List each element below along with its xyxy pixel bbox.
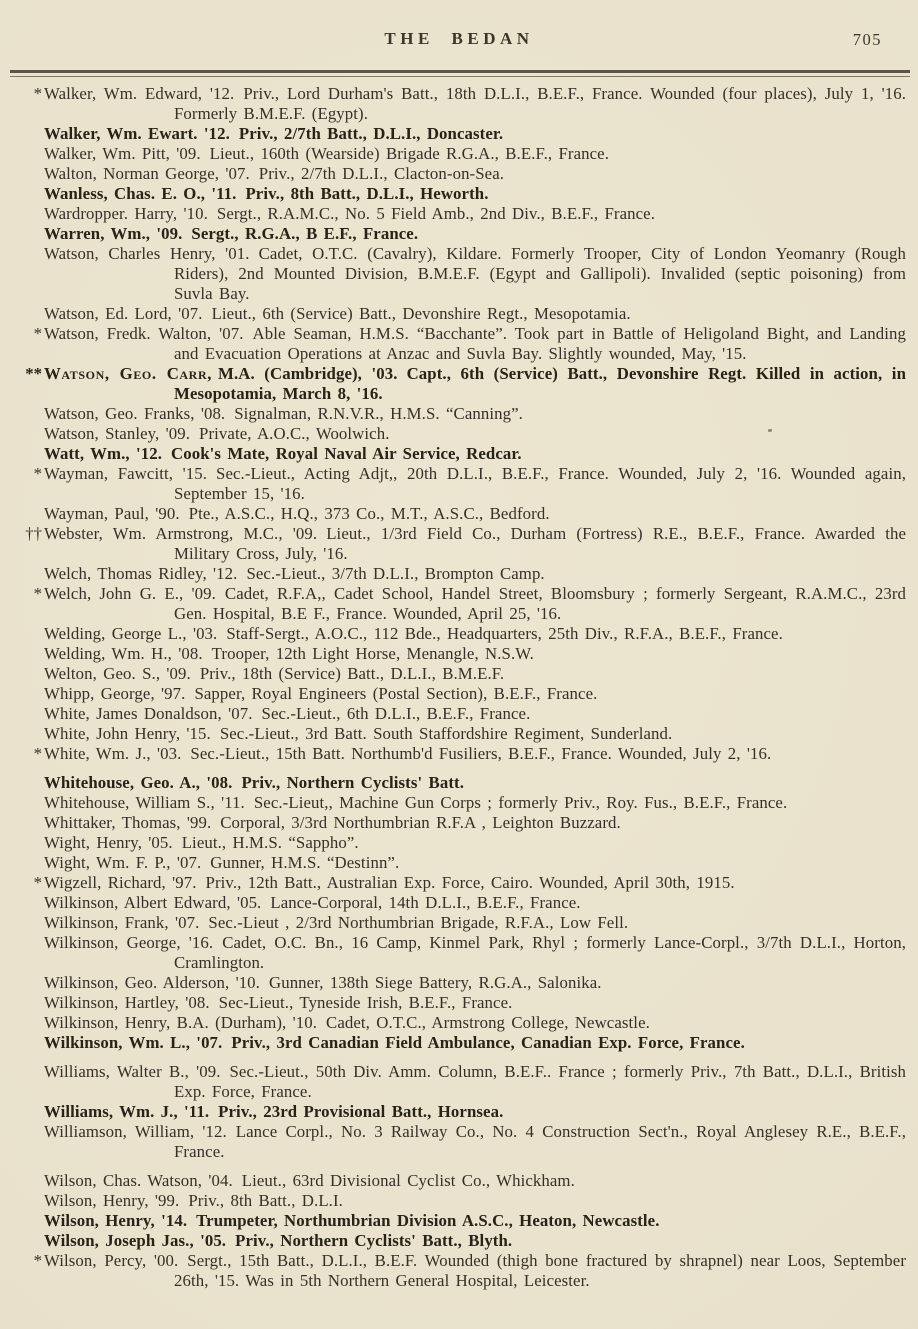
entry-detail: Cadet, O.T.C. (Cavalry), Kildare. Formerly Trooper, City of London Yeomanry (Rough Riders), 2nd Mounted Division, B.M.E.F. (Egypt and Gallipoli). Invalided (septic poisoning) from Suvla Bay. [174,244,906,303]
entry-row [44,1231,906,1251]
entry-row [44,144,906,164]
entry-detail: Sec.-Lieut., 15th Batt. Northumb'd Fusiliers, B.E.F., France. Wounded, July 2, '16. [190,744,772,763]
entry-name: Webster, Wm. Armstrong, M.C., '09. [44,524,318,543]
entry-row [44,404,906,424]
entry-name: Wilson, Henry, '99. [44,1191,180,1210]
entry-detail: Cadet, O.C. Bn., 16 Camp, Kinmel Park, Rhyl ; formerly Lance-Corpl., 3/7th D.L.I., Horton, Cramlington. [174,933,906,972]
entry-name: Wilkinson, Henry, B.A. (Durham), '10. [44,1013,318,1032]
entry-detail: Sergt., R.A.M.C., No. 5 Field Amb., 2nd Div., B.E.F., France. [216,204,656,223]
entry-row [33,324,907,364]
entry-name: Watson, Ed. Lord, '07. [44,304,203,323]
entry-name: Watson, Geo. Carr, [44,364,213,383]
entry-row [44,933,906,973]
entry-name: Whittaker, Thomas, '99. [44,813,212,832]
entry-marker: * [33,873,42,892]
entry-name: Wayman, Paul, '90. [44,504,180,523]
entry-detail: Lieut., 63rd Divisional Cyclist Co., Whickham. [241,1171,575,1190]
entry-name: Williamson, William, '12. [44,1122,227,1141]
entry-marker: * [33,744,42,763]
entry-row [44,993,906,1013]
entry-detail: Sec.-Lieut., 3/7th D.L.I., Brompton Camp. [246,564,545,583]
entry-name: Welch, Thomas Ridley, '12. [44,564,238,583]
entry-row [33,744,906,764]
entry-row [44,1211,906,1231]
entry-row [44,204,906,224]
entry-detail: Priv., 23rd Provisional Batt., Hornsea. [218,1102,504,1121]
entries-list [0,84,918,1291]
entry-detail: Sec-Lieut., Tyneside Irish, B.E.F., France. [218,993,513,1012]
entry-row [44,424,906,444]
entry-detail: Lance-Corporal, 14th D.L.I., B.E.F., France. [270,893,581,912]
page-number: 705 [852,30,882,49]
entry-detail: Priv., 18th (Service) Batt., D.L.I., B.M.E.F. [199,664,505,683]
entry-name: Wilson, Chas. Watson, '04. [44,1171,233,1190]
entry-row [44,684,906,704]
entry-row [44,773,906,793]
entry-row [44,1171,906,1191]
entry-detail: Priv., 2/7th D.L.I., Clacton-on-Sea. [258,164,505,183]
entry-name: Wilson, Henry, '14. [44,1211,188,1230]
entry-name: Welding, Wm. H., '08. [44,644,203,663]
entry-detail: Staff-Sergt., A.O.C., 112 Bde., Headquarters, 25th Div., R.F.A., B.E.F., France. [226,624,783,643]
entry-name: Wight, Henry, '05. [44,833,173,852]
entry-row [44,164,906,184]
entry-row [44,444,906,464]
entry-marker: ** [25,364,42,383]
entry-row [44,973,906,993]
entry-row [44,624,906,644]
entry-row [44,893,906,913]
entry-detail: Sec.-Lieut., 50th Div. Amm. Column, B.E.F.. France ; formerly Priv., 7th Batt., D.L.I., British Exp. Force, France. [174,1062,907,1101]
entry-row [33,584,907,624]
entry-marker: †† [25,524,42,543]
entry-row [44,1102,906,1122]
entry-name: Wilson, Percy, '00. [44,1251,179,1270]
entry-row [44,1122,906,1162]
entry-name: Williams, Walter B., '09. [44,1062,221,1081]
entry-detail: Able Seaman, H.M.S. “Bacchante”. Took part in Battle of Heligoland Bight, and Landing and Evacuation Operations at Anzac and Suvla Bay. Slightly wounded, May, '15. [174,324,907,363]
entry-detail: Sec.-Lieut , 2/3rd Northumbrian Brigade, R.F.A., Low Fell. [208,913,629,932]
entry-detail: Capt., 6th (Service) Batt., Devonshire Regt. Killed in action, in Mesopotamia, March 8, '16. [174,364,906,403]
entry-row [33,464,906,504]
entry-row [33,1251,907,1291]
entry-name: Walker, Wm. Ewart. '12. [44,124,230,143]
entry-name: Wight, Wm. F. P., '07. [44,853,202,872]
entry-row [44,853,906,873]
entry-detail: Private, A.O.C., Woolwich. [199,424,390,443]
entry-row [44,244,906,304]
entry-detail: Lieut., 1/3rd Field Co., Durham (Fortress) R.E., B.E.F., France. Awarded the Military Cross, July, '16. [174,524,906,563]
entry-name: Wilkinson, Hartley, '08. [44,993,210,1012]
entry-name: Wigzell, Richard, '97. [44,873,197,892]
entry-row [44,304,906,324]
entry-detail: Priv., 12th Batt., Australian Exp. Force, Cairo. Wounded, April 30th, 1915. [205,873,735,892]
entry-name: Whitehouse, Geo. A., '08. [44,773,233,792]
entry-row [33,84,906,124]
entry-row [44,224,906,244]
entry-detail: Priv., Northern Cyclists' Batt. [241,773,465,792]
entry-row [44,724,906,744]
entry-name: Wilkinson, Albert Edward, '05. [44,893,262,912]
entry-name: Williams, Wm. J., '11. [44,1102,210,1121]
entry-detail: Priv., 2/7th Batt., D.L.I., Doncaster. [238,124,504,143]
entry-row [44,704,906,724]
entry-detail: Sergt., R.G.A., B E.F., France. [191,224,419,243]
entry-row [25,364,906,404]
entry-name: Walker, Wm. Pitt, '09. [44,144,201,163]
entry-detail: Pte., A.S.C., H.Q., 373 Co., M.T., A.S.C., Bedford. [188,504,550,523]
entry-detail: Priv., 3rd Canadian Field Ambulance, Canadian Exp. Force, France. [231,1033,745,1052]
entry-detail: Sec.-Lieut., Acting Adjt,, 20th D.L.I., B.E.F., France. Wounded, July 2, '16. Wounded again, September 15, '16. [174,464,906,503]
entry-row [25,524,906,564]
entry-detail: Priv., 8th Batt., D.L.I., Heworth. [245,184,489,203]
entry-detail: Corporal, 3/3rd Northumbrian R.F.A , Leighton Buzzard. [220,813,621,832]
entry-name: Walton, Norman George, '07. [44,164,250,183]
entry-row [44,184,906,204]
entry-detail: Cook's Mate, Royal Naval Air Service, Redcar. [171,444,522,463]
entry-detail: Sec.-Lieut,, Machine Gun Corps ; formerly Priv., Roy. Fus., B.E.F., France. [253,793,788,812]
entry-name: Wilkinson, Wm. L., '07. [44,1033,223,1052]
entry-row [44,813,906,833]
page-header [0,0,918,70]
entry-name: Wilson, Joseph Jas., '05. [44,1231,227,1250]
entry-name: Wilkinson, Frank, '07. [44,913,200,932]
entry-name: Walker, Wm. Edward, '12. [44,84,235,103]
entry-detail: Sergt., 15th Batt., D.L.I., B.E.F. Wounded (thigh bone fractured by shrapnel) near Loos, September 26th, '15. Was in 5th Northern General Hospital, Leicester. [174,1251,907,1290]
entry-name: Watson, Charles Henry, '01. [44,244,250,263]
entry-name: Watson, Fredk. Walton, '07. [44,324,244,343]
entry-detail: Trooper, 12th Light Horse, Menangle, N.S.W. [211,644,534,663]
entry-row [44,1062,906,1102]
entry-marker: * [33,464,42,483]
entry-row [44,833,906,853]
entry-name: Wanless, Chas. E. O., '11. [44,184,237,203]
entry-name: White, Wm. J., '03. [44,744,182,763]
entry-row [44,664,906,684]
entry-detail: Sec.-Lieut., 3rd Batt. South Staffordshire Regiment, Sunderland. [219,724,673,743]
entry-name: Watson, Geo. Franks, '08. [44,404,226,423]
entry-detail: Priv., Northern Cyclists' Batt., Blyth. [235,1231,513,1250]
entry-detail: Gunner, 138th Siege Battery, R.G.A., Salonika. [268,973,602,992]
entry-detail: Gunner, H.M.S. “Destinn”. [210,853,400,872]
entry-marker: * [33,324,42,343]
entry-detail: Priv., Lord Durham's Batt., 18th D.L.I., B.E.F., France. Wounded (four places), July 1, '16. Formerly B.M.E.F. (Egypt). [174,84,906,123]
entry-name: Wardropper. Harry, '10. [44,204,208,223]
entry-name: Wayman, Fawcitt, '15. [44,464,208,483]
entry-name: Watson, Stanley, '09. [44,424,191,443]
entry-name: White, James Donaldson, '07. [44,704,253,723]
entry-name: Whipp, George, '97. [44,684,186,703]
entry-name: Welding, George L., '03. [44,624,218,643]
entry-name: Watt, Wm., '12. [44,444,162,463]
entry-marker: * [33,1251,42,1270]
entry-marker: * [33,84,42,103]
entry-row [44,913,906,933]
entry-name: Warren, Wm., '09. [44,224,183,243]
entry-row [44,1191,906,1211]
entry-detail: Trumpeter, Northumbrian Division A.S.C., Heaton, Newcastle. [196,1211,660,1230]
entry-name: White, John Henry, '15. [44,724,211,743]
entry-detail: Priv., 8th Batt., D.L.I. [188,1191,343,1210]
entry-detail: Lieut., 160th (Wearside) Brigade R.G.A., B.E.F., France. [209,144,610,163]
entry-row [33,873,906,893]
entry-row [44,504,906,524]
entry-detail: Sec.-Lieut., 6th D.L.I., B.E.F., France. [261,704,531,723]
entry-row [44,124,906,144]
entry-marker: * [33,584,42,603]
entry-row [44,1013,906,1033]
running-title: THE BEDAN [384,29,534,48]
entry-detail: Lieut., 6th (Service) Batt., Devonshire Regt., Mesopotamia. [211,304,631,323]
entry-detail: Cadet, O.T.C., Armstrong College, Newcastle. [326,1013,650,1032]
entry-name: Wilkinson, George, '16. [44,933,214,952]
entry-name: Welton, Geo. S., '09. [44,664,191,683]
entry-name: Wilkinson, Geo. Alderson, '10. [44,973,260,992]
entry-detail: Sapper, Royal Engineers (Postal Section), B.E.F., France. [194,684,598,703]
entry-name-suffix: M.A. (Cambridge), '03. [218,364,398,383]
entry-row [44,1033,906,1053]
entry-detail: Lance Corpl., No. 3 Railway Co., No. 4 Construction Sect'n., Royal Anglesey R.E., B.E.F., France. [174,1122,906,1161]
entry-name: Welch, John G. E., '09. [44,584,216,603]
header-double-rule [10,70,910,77]
entry-detail: Signalman, R.N.V.R., H.M.S. “Canning”. [234,404,523,423]
entry-detail: Lieut., H.M.S. “Sappho”. [181,833,359,852]
entry-detail: Cadet, R.F.A,, Cadet School, Handel Street, Bloomsbury ; formerly Sergeant, R.A.M.C., 23rd Gen. Hospital, B.E F., France. Wounded, April 25, '16. [174,584,907,623]
entry-row [44,644,906,664]
entry-name: Whitehouse, William S., '11. [44,793,245,812]
entry-row [44,564,906,584]
entry-row [44,793,906,813]
